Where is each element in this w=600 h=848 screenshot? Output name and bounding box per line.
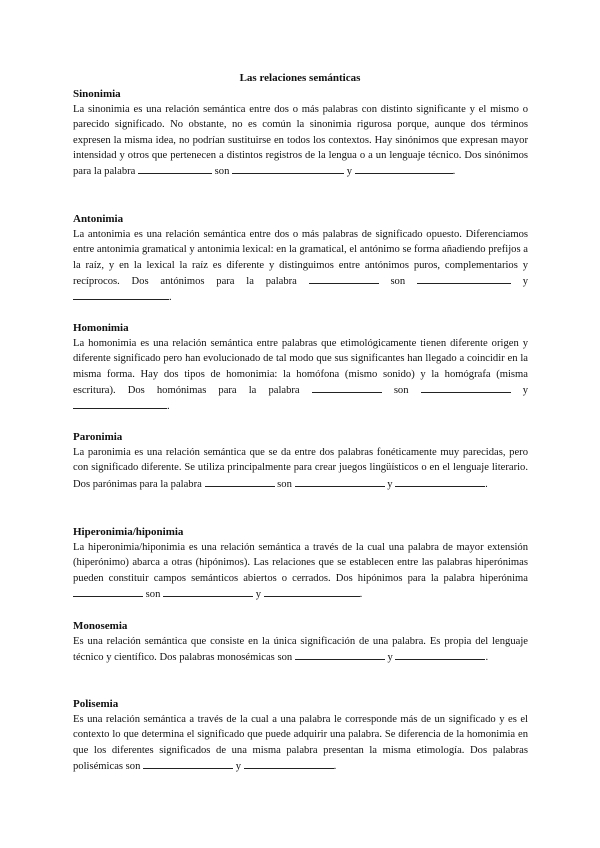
word-son: son: [393, 384, 409, 396]
answer-blank[interactable]: [309, 273, 379, 284]
answer-blank[interactable]: [421, 382, 511, 393]
heading-antonimia: Antonimia: [73, 213, 124, 225]
paragraph-text: La homonimia es una relación semántica entre palabras que etimológicamente tienen diferente origen y diferente significado pero han evolucionado de tal modo que sus significantes han llegado a coincidir en la misma forma. Hay dos tipos de homonimia: la homófona (mismo sonido) y la homógrafa (misma escritura). Dos homónimas para la palabra: [73, 338, 528, 396]
answer-blank[interactable]: [73, 289, 169, 300]
paragraph-text: La paronimia es una relación semántica que se da entre dos palabras fonéticamente muy parecidas, pero con significado diferente. Se utiliza principalmente para crear juegos lingüísticos o en el lenguaje literario. Dos parónimas para la palabra: [73, 447, 528, 490]
heading-paronimia: Paronimia: [73, 431, 123, 443]
answer-blank[interactable]: [312, 382, 382, 393]
answer-blank[interactable]: [295, 649, 385, 660]
answer-blank[interactable]: [163, 586, 253, 597]
answer-blank[interactable]: [355, 163, 453, 174]
word-y: y: [522, 275, 529, 287]
word-y: y: [522, 384, 529, 396]
answer-blank[interactable]: [73, 398, 167, 409]
paragraph-polisemia: Es una relación semántica a través de la cual a una palabra le corresponde más de un significado y es el contexto lo que determina el significado que puede adquirir una palabra. Se diferencia de la homonimia en que los diferentes significados de una misma palabra presentan la misma etimología. Dos palabras polisémicas son y .: [73, 714, 528, 772]
word-son: son: [214, 166, 230, 178]
page-title: Las relaciones semánticas: [239, 72, 361, 84]
paragraph-homonimia: La homonimia es una relación semántica entre palabras que etimológicamente tienen diferente origen y diferente significado pero han evolucionado de tal modo que sus significantes han llegado a coincidir en la misma forma. Hay dos tipos de homonimia: la homófona (mismo sonido) y la homógrafa (misma escritura). Dos homónimas para la palabra son y .: [73, 338, 529, 413]
paragraph-text: La hiperonimia/hiponimia es una relación semántica a través de la cual una palabra de mayor extensión (hiperónimo) abarca a otras (hipónimos). Las relaciones que se establecen entre las palabras hiperónimas pueden constituir campos semánticos abiertos o cerrados. Dos hipónimos para la palabra hiperónima: [73, 542, 528, 584]
word-y: y: [235, 760, 241, 772]
word-son: son: [277, 478, 292, 490]
answer-blank[interactable]: [395, 649, 485, 660]
word-y: y: [387, 478, 393, 490]
paragraph-text: Es una relación semántica que consiste en la única significación de una palabra. Es propia del lenguaje técnico y científico. Dos palabras monosémicas son: [73, 636, 528, 664]
heading-monosemia: Monosemia: [73, 620, 128, 632]
word-son: son: [145, 588, 161, 600]
paragraph-text: Es una relación semántica a través de la cual a una palabra le corresponde más de un significado y es el contexto lo que determina el significado que puede adquirir una palabra. Se diferencia de la homonimia en que los diferentes significados de una misma palabra presentan la misma etimología. Dos palabras polisémicas son: [73, 714, 528, 772]
answer-blank[interactable]: [417, 273, 511, 284]
paragraph-text: La antonimia es una relación semántica entre dos o más palabras de significado opuesto. Diferenciamos entre antonimia gramatical y antonimia lexical: en la gramatical, el antónimo se forma añadiendo prefijos a la raíz, y en la lexical la raíz es diferente y distinguimos entre antónimos puros, complementarios y recíprocos. Dos antónimos para la palabra: [73, 229, 528, 287]
word-y: y: [346, 166, 352, 178]
answer-blank[interactable]: [205, 476, 275, 487]
answer-blank[interactable]: [138, 163, 212, 174]
paragraph-paronimia: La paronimia es una relación semántica que se da entre dos palabras fonéticamente muy parecidas, pero con significado diferente. Se utiliza principalmente para crear juegos lingüísticos o en el lenguaje literario. Dos parónimas para la palabra son y .: [73, 447, 528, 490]
paragraph-monosemia: Es una relación semántica que consiste en la única significación de una palabra. Es propia del lenguaje técnico y científico. Dos palabras monosémicas son y .: [73, 636, 528, 664]
paragraph-sinonimia: La sinonimia es una relación semántica entre dos o más palabras con distinto significante y el mismo o parecido significado. No obstante, no es común la sinonimia rigurosa porque, aunque dos términos expresen la misma idea, no podrían sustituirse en todos los contextos. Hay sinónimos que expresan mayor intensidad y otros que pertenecen a distintos registros de la lengua o a un lenguaje técnico. Dos sinónimos para la palabra son y .: [73, 104, 528, 178]
word-son: son: [390, 275, 406, 287]
answer-blank[interactable]: [73, 586, 143, 597]
word-y: y: [387, 652, 393, 664]
heading-polisemia: Polisemia: [73, 698, 119, 710]
answer-blank[interactable]: [143, 758, 233, 769]
answer-blank[interactable]: [395, 476, 485, 487]
paragraph-antonimia: La antonimia es una relación semántica entre dos o más palabras de significado opuesto. Diferenciamos entre antonimia gramatical y antonimia lexical: en la gramatical, el antónimo se forma añadiendo prefijos a la raíz, y en la lexical la raíz es diferente y distinguimos entre antónimos puros, complementarios y recíprocos. Dos antónimos para la palabra son y .: [73, 229, 529, 304]
word-y: y: [255, 588, 261, 600]
paragraph-text: La sinonimia es una relación semántica entre dos o más palabras con distinto significante y el mismo o parecido significado. No obstante, no es común la sinonimia rigurosa porque, aunque dos términos expresen la misma idea, no podrían sustituirse en todos los contextos. Hay sinónimos que expresan mayor intensidad y otros que pertenecen a distintos registros de la lengua o a un lenguaje técnico. Dos sinónimos para la palabra: [73, 104, 528, 178]
answer-blank[interactable]: [232, 163, 344, 174]
heading-hiperonimia: Hiperonimia/hiponimia: [73, 526, 184, 538]
paragraph-hiperonimia: La hiperonimia/hiponimia es una relación semántica a través de la cual una palabra de mayor extensión (hiperónimo) abarca a otras (hipónimos). Las relaciones que se establecen entre las palabras hiperónimas pueden constituir campos semánticos abiertos o cerrados. Dos hipónimos para la palabra hiperónima son y .: [73, 542, 528, 600]
answer-blank[interactable]: [295, 476, 385, 487]
answer-blank[interactable]: [264, 586, 360, 597]
heading-homonimia: Homonimia: [73, 322, 129, 334]
heading-sinonimia: Sinonimia: [73, 88, 121, 100]
answer-blank[interactable]: [244, 758, 334, 769]
